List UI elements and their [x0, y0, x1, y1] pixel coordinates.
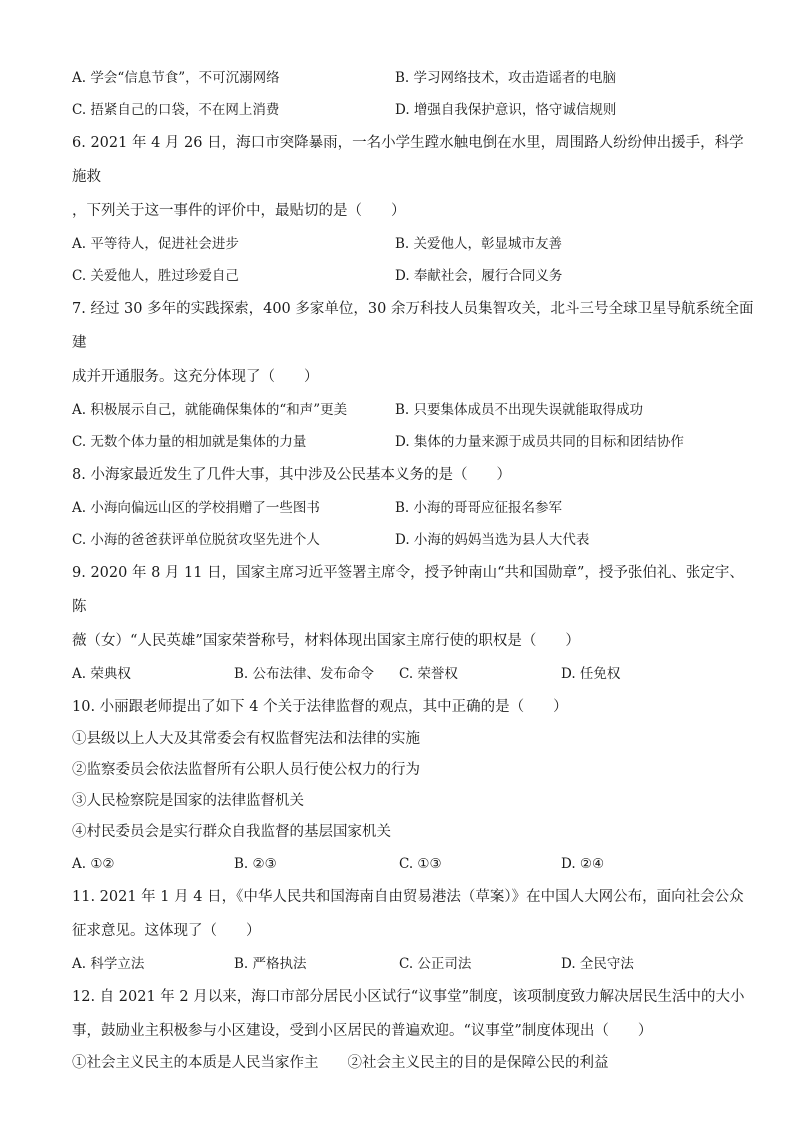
q8-option-d: D. 小海的妈妈当选为县人大代表	[395, 532, 590, 548]
q7-stem-line-2: 成并开通服务。这充分体现了（ ）	[72, 369, 319, 385]
q9-option-b: B. 公布法律、发布命令	[234, 666, 375, 682]
q5-options-row-2	[72, 94, 754, 126]
q6-option-d: D. 奉献社会，履行合同义务	[395, 268, 563, 284]
q7-option-d: D. 集体的力量来源于成员共同的目标和团结协作	[395, 434, 684, 450]
q7-stem-line-1: 7. 经过 30 多年的实践探索，400 多家单位，30 余万科技人员集智攻关，北斗三号全球卫星导航系统全面建	[72, 301, 754, 351]
q6-options-row-1	[72, 228, 754, 260]
q9-option-c: C. 荣誉权	[399, 666, 458, 682]
q10-stem-line-1: 10. 小丽跟老师提出了如下 4 个关于法律监督的观点，其中正确的是（ ）	[72, 699, 568, 715]
q9-option-d: D. 任免权	[561, 666, 621, 682]
q10-options-row	[72, 848, 754, 880]
q11-option-a: A. 科学立法	[72, 956, 145, 972]
q5-option-c: C. 捂紧自己的口袋，不在网上消费	[72, 102, 280, 118]
q10-option-b: B. ②③	[234, 856, 277, 872]
q6-option-c: C. 关爱他人，胜过珍爱自己	[72, 268, 239, 284]
q10-option-d: D. ②④	[561, 856, 605, 872]
q7-option-c: C. 无数个体力量的相加就是集体的力量	[72, 434, 307, 450]
q5-options-row-1	[72, 62, 754, 94]
q11-stem-line-2: 征求意见。这体现了（ ）	[72, 923, 261, 939]
q10-statement-3: ③人民检察院是国家的法律监督机关	[72, 793, 304, 809]
q12-statement-line: ①社会主义民主的本质是人民当家作主 ②社会主义民主的目的是保障公民的利益	[72, 1055, 609, 1071]
q11-option-c: C. 公正司法	[399, 956, 472, 972]
q8-options-row-1	[72, 492, 754, 524]
q5-option-d: D. 增强自我保护意识，恪守诚信规则	[395, 102, 617, 118]
q8-option-a: A. 小海向偏远山区的学校捐赠了一些图书	[72, 500, 320, 516]
q9-options-row	[72, 658, 754, 690]
q9-option-a: A. 荣典权	[72, 666, 131, 682]
q8-options-row-2	[72, 524, 754, 556]
q12-stem-line-1: 12. 自 2021 年 2 月以来，海口市部分居民小区试行“议事堂”制度，该项制度致力解决居民生活中的大小	[72, 989, 745, 1005]
q9-stem-line-2: 薇（女）“人民英雄”国家荣誉称号，材料体现出国家主席行使的职权是（ ）	[72, 633, 580, 649]
q9-stem-line-1: 9. 2020 年 8 月 11 日，国家主席习近平签署主席令，授予钟南山“共和国勋章”，授予张伯礼、张定宇、陈	[72, 565, 744, 615]
q10-statement-2: ②监察委员会依法监督所有公职人员行使公权力的行为	[72, 762, 420, 778]
q7-option-a: A. 积极展示自己，就能确保集体的“和声”更美	[72, 402, 348, 418]
q7-option-b: B. 只要集体成员不出现失误就能取得成功	[395, 402, 644, 418]
q6-stem-line-1: 6. 2021 年 4 月 26 日，海口市突降暴雨，一名小学生蹚水触电倒在水里，周围路人纷纷伸出援手，科学施救	[72, 135, 744, 185]
q10-option-c: C. ①③	[399, 856, 442, 872]
q10-option-a: A. ①②	[72, 856, 115, 872]
q10-statement-1: ①县级以上人大及其常委会有权监督宪法和法律的实施	[72, 731, 420, 747]
q11-option-b: B. 严格执法	[234, 956, 307, 972]
q11-option-d: D. 全民守法	[561, 956, 634, 972]
q5-option-b: B. 学习网络技术，攻击造谣者的电脑	[395, 70, 617, 86]
q6-options-row-2	[72, 260, 754, 292]
q6-option-a: A. 平等待人，促进社会进步	[72, 236, 239, 252]
q11-stem-line-1: 11. 2021 年 1 月 4 日，《中华人民共和国海南自由贸易港法（草案）》在中国人大网公布，面向社会公众	[72, 889, 744, 905]
q7-options-row-1	[72, 394, 754, 426]
q12-stem-line-2: 事，鼓励业主积极参与小区建设，受到小区居民的普遍欢迎。“议事堂”制度体现出（ ）	[72, 1023, 653, 1039]
q11-options-row	[72, 948, 754, 980]
q8-option-c: C. 小海的爸爸获评单位脱贫攻坚先进个人	[72, 532, 320, 548]
q10-statement-4: ④村民委员会是实行群众自我监督的基层国家机关	[72, 824, 391, 840]
q8-option-b: B. 小海的哥哥应征报名参军	[395, 500, 563, 516]
q8-stem-line-1: 8. 小海家最近发生了几件大事，其中涉及公民基本义务的是（ ）	[72, 467, 511, 483]
q6-option-b: B. 关爱他人，彰显城市友善	[395, 236, 563, 252]
q6-stem-line-2: ，下列关于这一事件的评价中，最贴切的是（ ）	[72, 203, 406, 219]
q7-options-row-2	[72, 426, 754, 458]
q5-option-a: A. 学会“信息节食”，不可沉溺网络	[72, 70, 280, 86]
